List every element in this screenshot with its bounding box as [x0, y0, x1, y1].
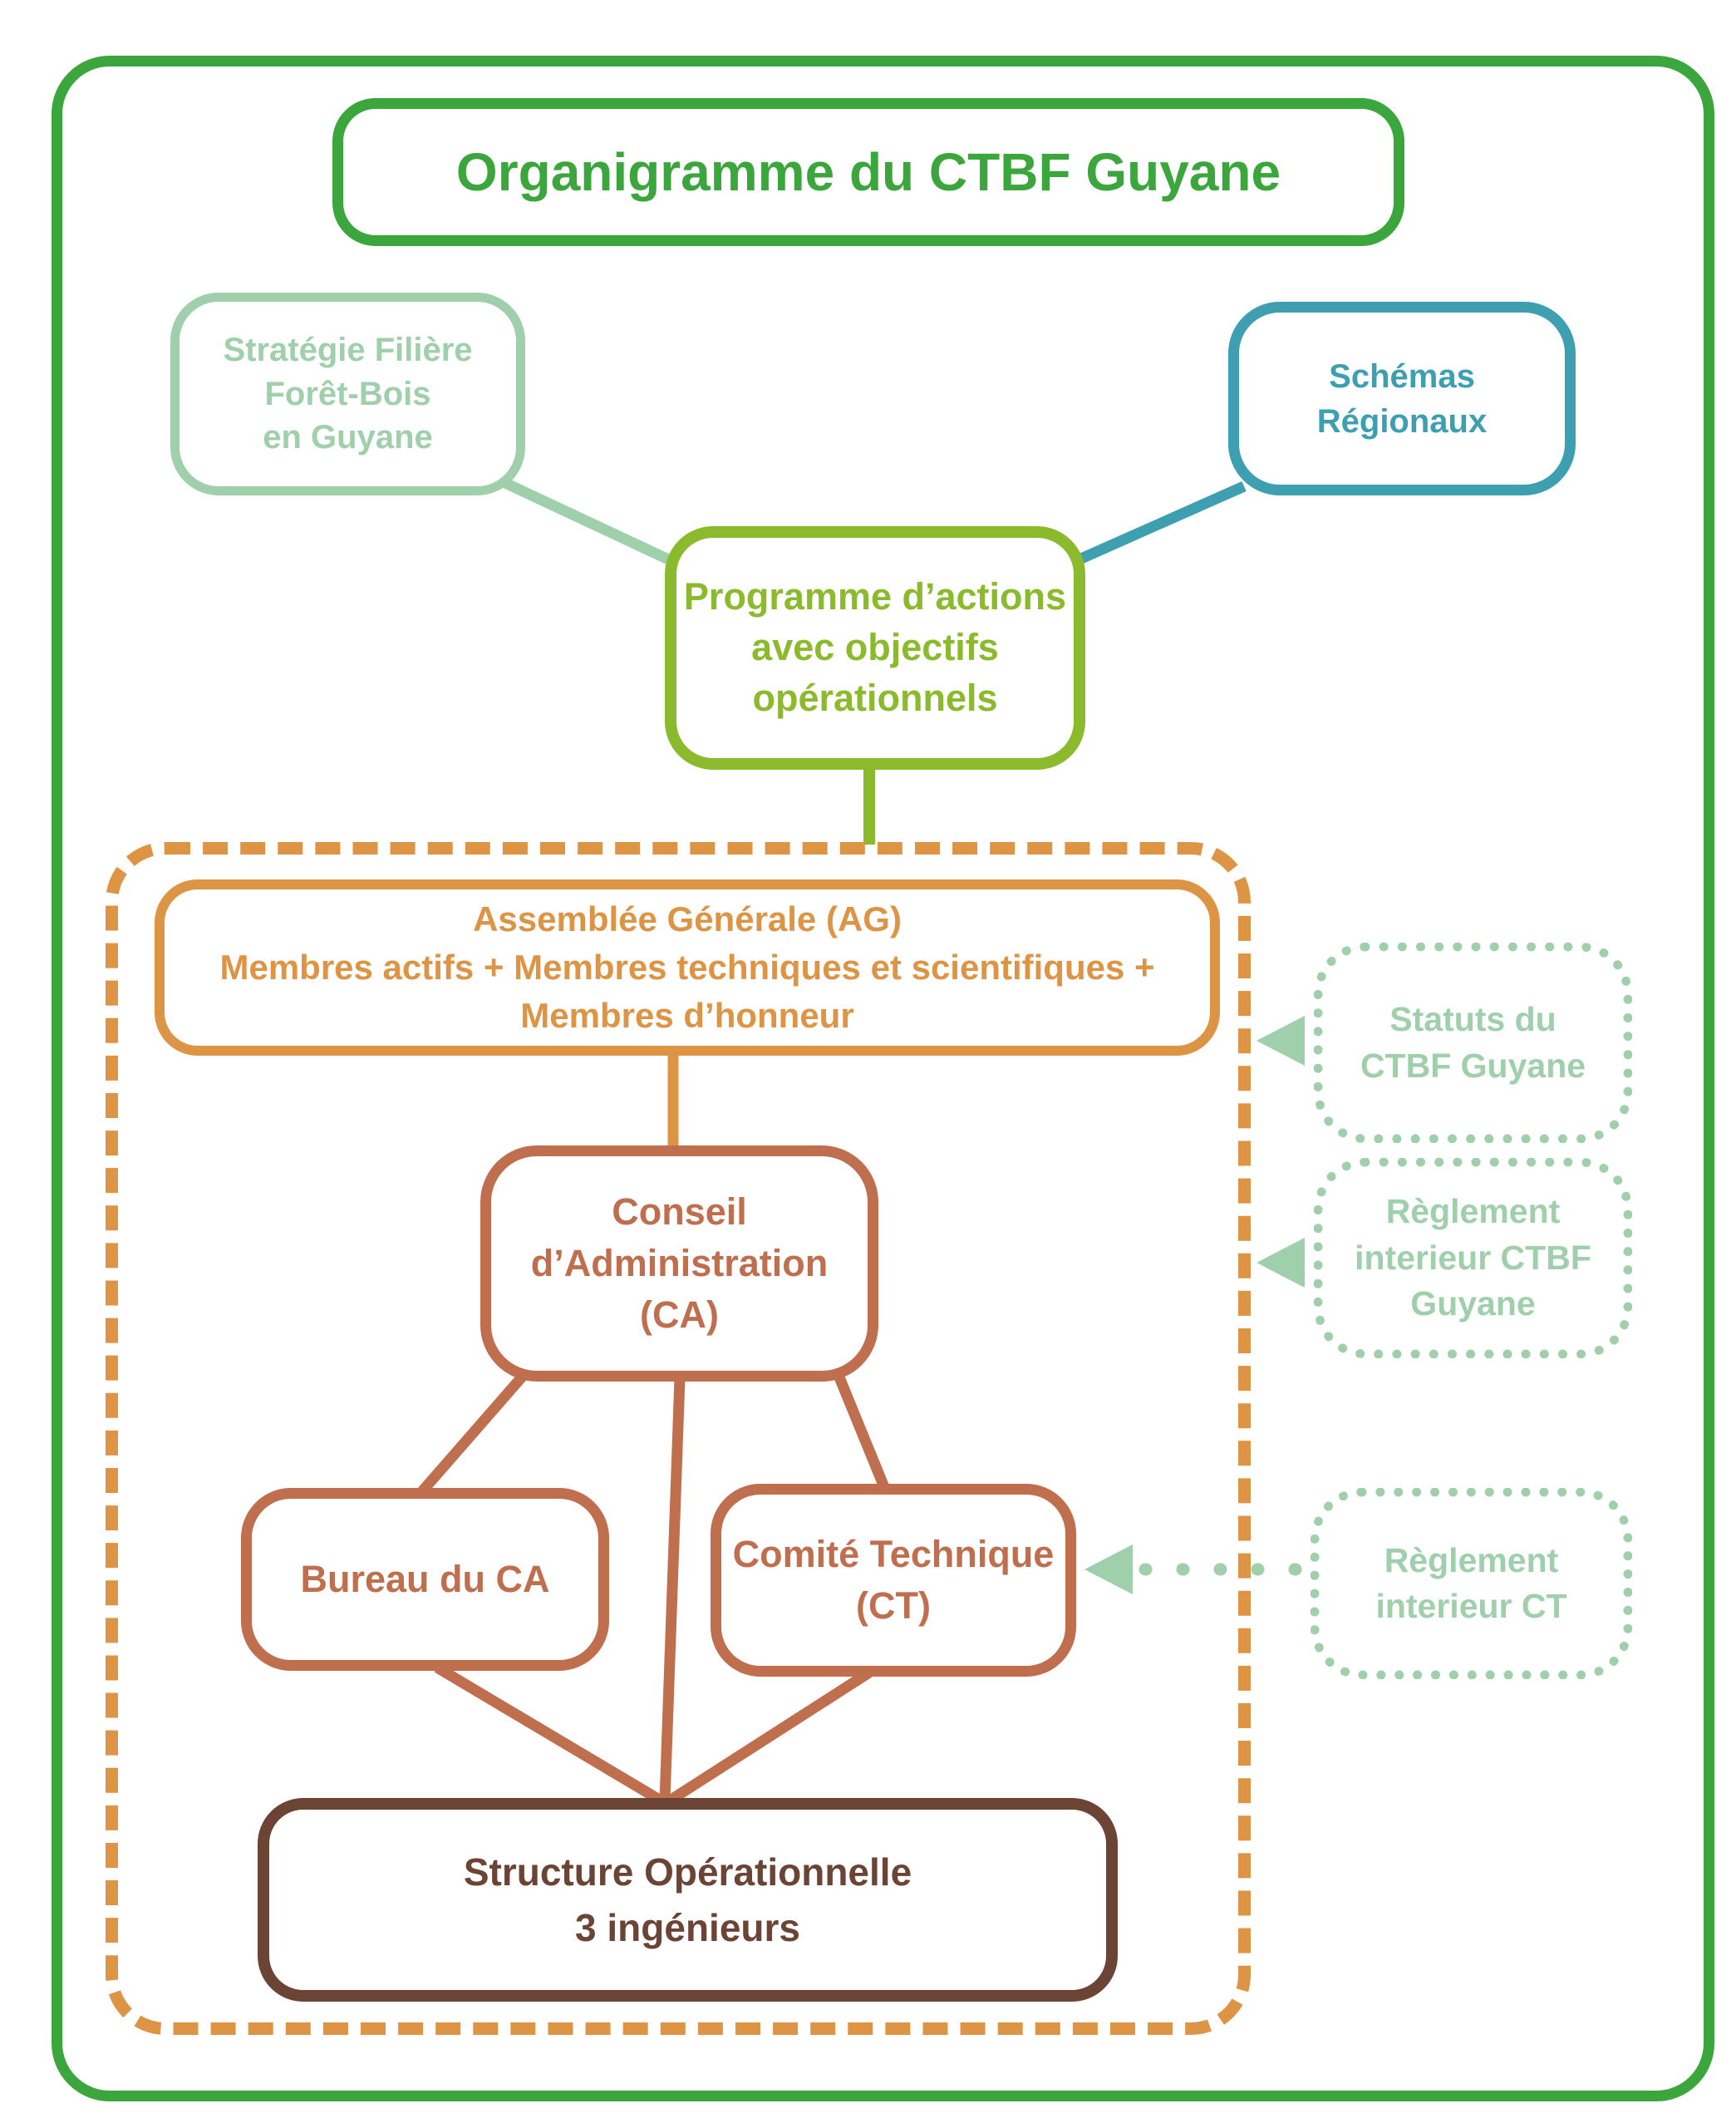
node-bureau-ca [241, 1488, 609, 1671]
annotation-label: interieur CT [1375, 1587, 1567, 1625]
node-label: Assemblée Générale (AG) [473, 899, 902, 939]
node-label: avec objectifs [751, 626, 999, 669]
node-label: Programme d’actions [683, 575, 1067, 618]
node-label: (CT) [856, 1584, 931, 1627]
page-title-text: Organigramme du CTBF Guyane [455, 142, 1281, 202]
node-label: Forêt-Bois [264, 375, 431, 412]
annotation-reglement-interieur-ctbf [1314, 1158, 1632, 1358]
annotation-label: interieur CTBF [1355, 1238, 1591, 1277]
node-label: Structure Opérationnelle [463, 1850, 912, 1894]
node-label: en Guyane [263, 419, 433, 456]
node-label: Stratégie Filière [223, 331, 473, 368]
node-label: 3 ingénieurs [575, 1905, 800, 1949]
node-programme-actions [665, 526, 1085, 770]
node-label: Conseil [612, 1190, 747, 1233]
annotation-statuts-ctbf [1314, 943, 1632, 1143]
node-label: Membres actifs + Membres techniques et scientifiques + [219, 948, 1155, 988]
arrow-left-icon [1257, 1238, 1305, 1288]
page-title [332, 98, 1404, 246]
node-comite-technique [711, 1484, 1076, 1677]
annotation-label: Règlement [1385, 1192, 1561, 1231]
node-label: Membres d’honneur [520, 995, 854, 1035]
connector-schemas-programme [1066, 486, 1244, 565]
node-label: Régionaux [1316, 402, 1488, 440]
annotation-label: CTBF Guyane [1360, 1046, 1586, 1085]
arrow-left-icon [1257, 1016, 1305, 1066]
node-assemblee-generale [155, 879, 1220, 1056]
node-label: opérationnels [752, 676, 998, 719]
node-label: (CA) [640, 1293, 719, 1337]
annotation-label: Règlement [1384, 1540, 1559, 1579]
node-label: Bureau du CA [300, 1558, 550, 1600]
node-schemas-regionaux [1228, 302, 1576, 495]
annotation-label: Statuts du [1389, 1000, 1556, 1039]
node-strategie-filiere [170, 293, 525, 495]
annotation-label: Guyane [1410, 1284, 1536, 1323]
node-label: d’Administration [530, 1241, 829, 1284]
annotation-reglement-interieur-ct [1311, 1488, 1632, 1679]
node-conseil-administration [480, 1145, 878, 1382]
node-label: Comité Technique [732, 1532, 1055, 1575]
node-structure-operationnelle [258, 1798, 1118, 2002]
node-label: Schémas [1329, 357, 1475, 395]
